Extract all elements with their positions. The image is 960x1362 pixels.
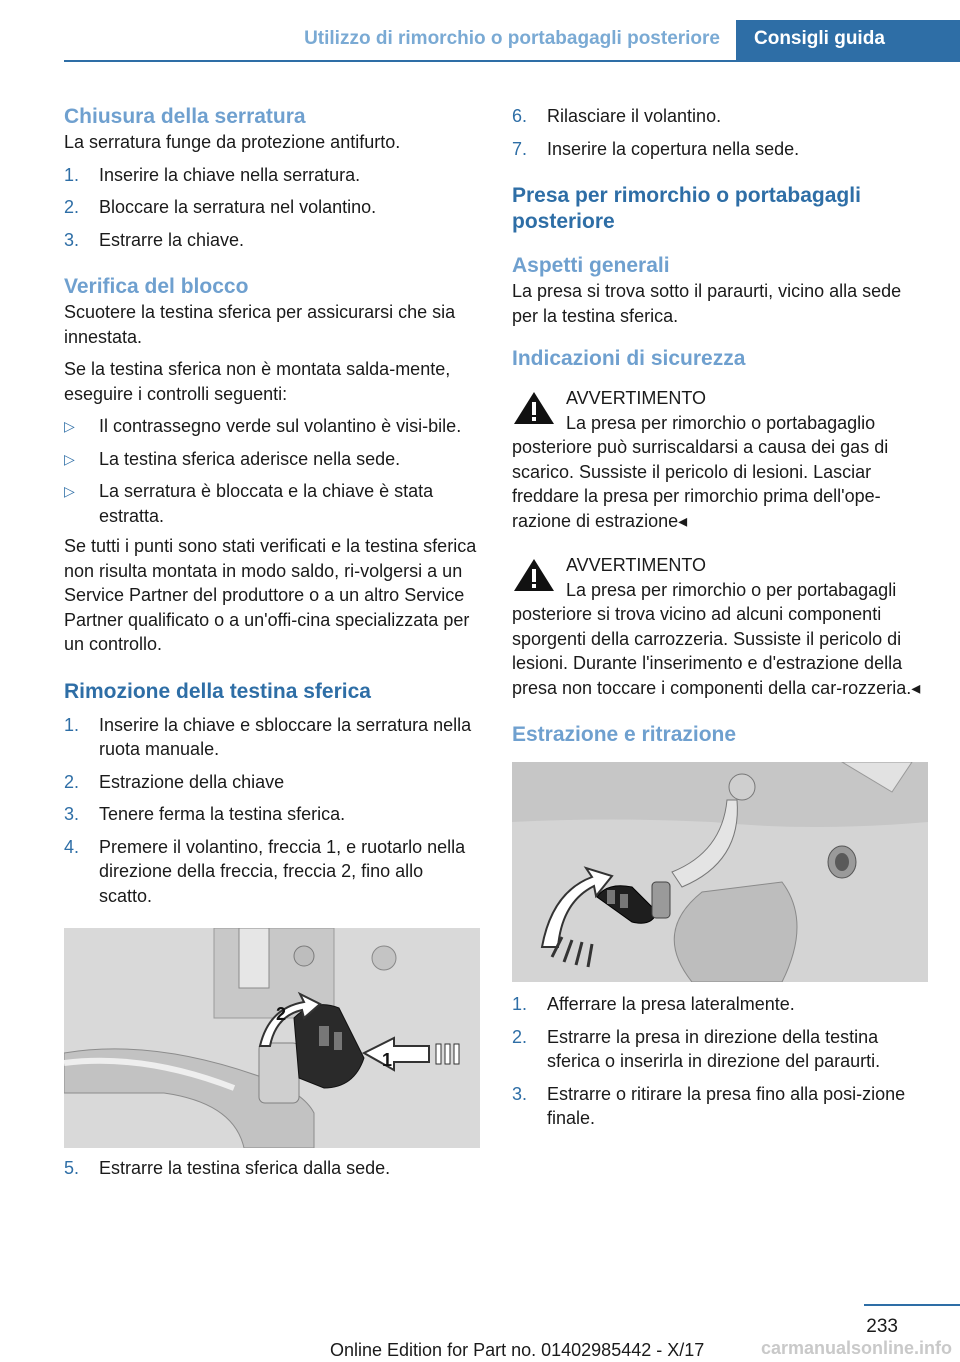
arrow-2-label: 2 bbox=[276, 1004, 287, 1024]
edition-note: Online Edition for Part no. 01402985442 - X/17 bbox=[330, 1340, 705, 1360]
towbar-lock-drawing bbox=[64, 928, 480, 1148]
remove-steps-list-cont bbox=[64, 1156, 480, 1181]
step-number: 1. bbox=[64, 714, 80, 735]
step-text: Inserire la chiave e sbloccare la serratura nella ruota manuale. bbox=[99, 714, 472, 759]
step-text: Estrarre o ritirare la presa fino alla posi-zione finale. bbox=[547, 1083, 906, 1128]
bullet-text: La testina sferica aderisce nella sede. bbox=[99, 448, 401, 469]
extract-steps-list bbox=[512, 992, 928, 1131]
step-text: Inserire la copertura nella sede. bbox=[547, 138, 800, 159]
list-item bbox=[512, 104, 928, 129]
step-number: 7. bbox=[512, 138, 528, 159]
step-number: 3. bbox=[64, 804, 80, 824]
right-column bbox=[512, 104, 928, 1131]
step-text: Estrazione della chiave bbox=[99, 771, 285, 792]
step-number: 3. bbox=[512, 1083, 528, 1104]
check-paragraph-3: Se tutti i punti sono stati verificati e la testina sferica non risulta montata in modo saldo, ri-volgersi a un Service Partner del produttore o a un altro Service Partner qualificato o a un'offi-cina specializzata per un controllo. bbox=[64, 536, 477, 654]
warning-text: posteriore può surriscaldarsi a causa dei gas di scarico. Sussiste il pericolo di lesioni. Lasciar freddare la presa per rimorchio prima dell'ope-razione di estrazione◂ bbox=[512, 437, 889, 531]
check-paragraph-2: Se la testina sferica non è montata salda-mente, eseguire i controlli seguenti: bbox=[64, 359, 451, 404]
list-item bbox=[64, 163, 480, 188]
list-item bbox=[64, 802, 480, 827]
bullet-triangle-icon: ▷ bbox=[64, 450, 75, 467]
warning-block bbox=[512, 553, 928, 700]
list-item bbox=[64, 228, 480, 253]
remove-steps-list bbox=[64, 713, 480, 909]
left-column bbox=[64, 104, 480, 1181]
warning-title: AVVERTIMENTO bbox=[566, 388, 707, 408]
bullet-triangle-icon: ▷ bbox=[64, 483, 75, 499]
step-number: 2. bbox=[64, 771, 80, 792]
step-number: 2. bbox=[64, 197, 80, 217]
page-header bbox=[64, 20, 960, 62]
safety-heading: Indicazioni di sicurezza bbox=[512, 347, 746, 370]
step-number: 1. bbox=[64, 164, 80, 185]
general-heading: Aspetti generali bbox=[512, 254, 670, 277]
step-text: Estrarre la presa in direzione della testina sferica o inserirla in direzione del paraurti. bbox=[547, 1026, 881, 1071]
check-heading: Verifica del blocco bbox=[64, 275, 249, 298]
lock-heading: Chiusura della serratura bbox=[64, 105, 306, 128]
step-text: Inserire la chiave nella serratura. bbox=[99, 164, 361, 185]
step-number: 4. bbox=[64, 836, 80, 857]
lock-steps-list bbox=[64, 163, 480, 253]
list-item bbox=[64, 713, 480, 762]
step-number: 5. bbox=[64, 1158, 80, 1178]
list-item bbox=[64, 195, 480, 220]
list-item bbox=[64, 414, 480, 439]
general-paragraph: La presa si trova sotto il paraurti, vicino alla sede per la testina sferica. bbox=[512, 281, 902, 326]
list-item bbox=[512, 137, 928, 162]
list-item bbox=[512, 992, 928, 1017]
step-number: 1. bbox=[512, 994, 528, 1014]
warning-triangle-icon bbox=[512, 390, 556, 426]
step-number: 2. bbox=[512, 1026, 528, 1047]
step-text: Estrarre la chiave. bbox=[99, 229, 245, 250]
lock-intro: La serratura funge da protezione antifurto. bbox=[64, 132, 401, 152]
header-section-title: Utilizzo di rimorchio o portabagagli posteriore bbox=[304, 28, 720, 49]
step-text: Afferrare la presa lateralmente. bbox=[547, 994, 795, 1014]
check-paragraph-1: Scuotere la testina sferica per assicurarsi che sia innestata. bbox=[64, 302, 456, 347]
list-item bbox=[64, 835, 480, 909]
footer-rule bbox=[864, 1304, 960, 1306]
towbar-lock-illustration bbox=[64, 928, 480, 1148]
extract-heading: Estrazione e ritrazione bbox=[512, 723, 737, 746]
page-number: 233 bbox=[866, 1316, 898, 1337]
warning-block bbox=[512, 386, 928, 533]
list-item bbox=[512, 1025, 928, 1074]
remove-heading: Rimozione della testina sferica bbox=[64, 679, 371, 703]
list-item bbox=[512, 1082, 928, 1131]
trailer-socket-drawing bbox=[512, 762, 928, 982]
list-item bbox=[64, 447, 480, 472]
step-text: Estrarre la testina sferica dalla sede. bbox=[99, 1158, 391, 1178]
list-item bbox=[64, 1156, 480, 1181]
bullet-triangle-icon: ▷ bbox=[64, 418, 75, 434]
trailer-socket-illustration bbox=[512, 762, 928, 982]
warning-triangle-icon bbox=[512, 557, 556, 593]
step-number: 6. bbox=[512, 106, 528, 126]
header-chapter-tab: Consigli guida bbox=[736, 20, 960, 62]
step-number: 3. bbox=[64, 229, 80, 250]
bullet-text: Il contrassegno verde sul volantino è visi-bile. bbox=[99, 416, 462, 436]
socket-heading: Presa per rimorchio o portabagagli posteriore bbox=[512, 184, 861, 233]
list-item bbox=[64, 770, 480, 795]
warning-title: AVVERTIMENTO bbox=[566, 555, 707, 575]
list-item bbox=[64, 479, 480, 528]
step-text: Bloccare la serratura nel volantino. bbox=[99, 197, 377, 217]
step-text: Premere il volantino, freccia 1, e ruotarlo nella direzione della freccia, freccia 2, fino allo scatto. bbox=[99, 836, 466, 906]
arrow-1-label: 1 bbox=[382, 1050, 393, 1070]
check-bullet-list bbox=[64, 414, 480, 528]
step-text: Tenere ferma la testina sferica. bbox=[99, 804, 346, 824]
watermark: carmanualsonline.info bbox=[760, 1338, 952, 1358]
step-text: Rilasciare il volantino. bbox=[547, 106, 722, 126]
warning-text-first-line: La presa per rimorchio o portabagaglio bbox=[566, 412, 876, 433]
warning-text-first-line: La presa per rimorchio o per portabagagli bbox=[566, 579, 897, 600]
remove-steps-list-end bbox=[512, 104, 928, 161]
warning-text: posteriore si trova vicino ad alcuni componenti sporgenti della carrozzeria. Sussiste il pericolo di lesioni. Durante l'inserimento e d'estrazione della presa non toccare i componenti della car-rozzeria.◂ bbox=[512, 604, 921, 698]
bullet-text: La serratura è bloccata e la chiave è stata estratta. bbox=[99, 481, 434, 526]
